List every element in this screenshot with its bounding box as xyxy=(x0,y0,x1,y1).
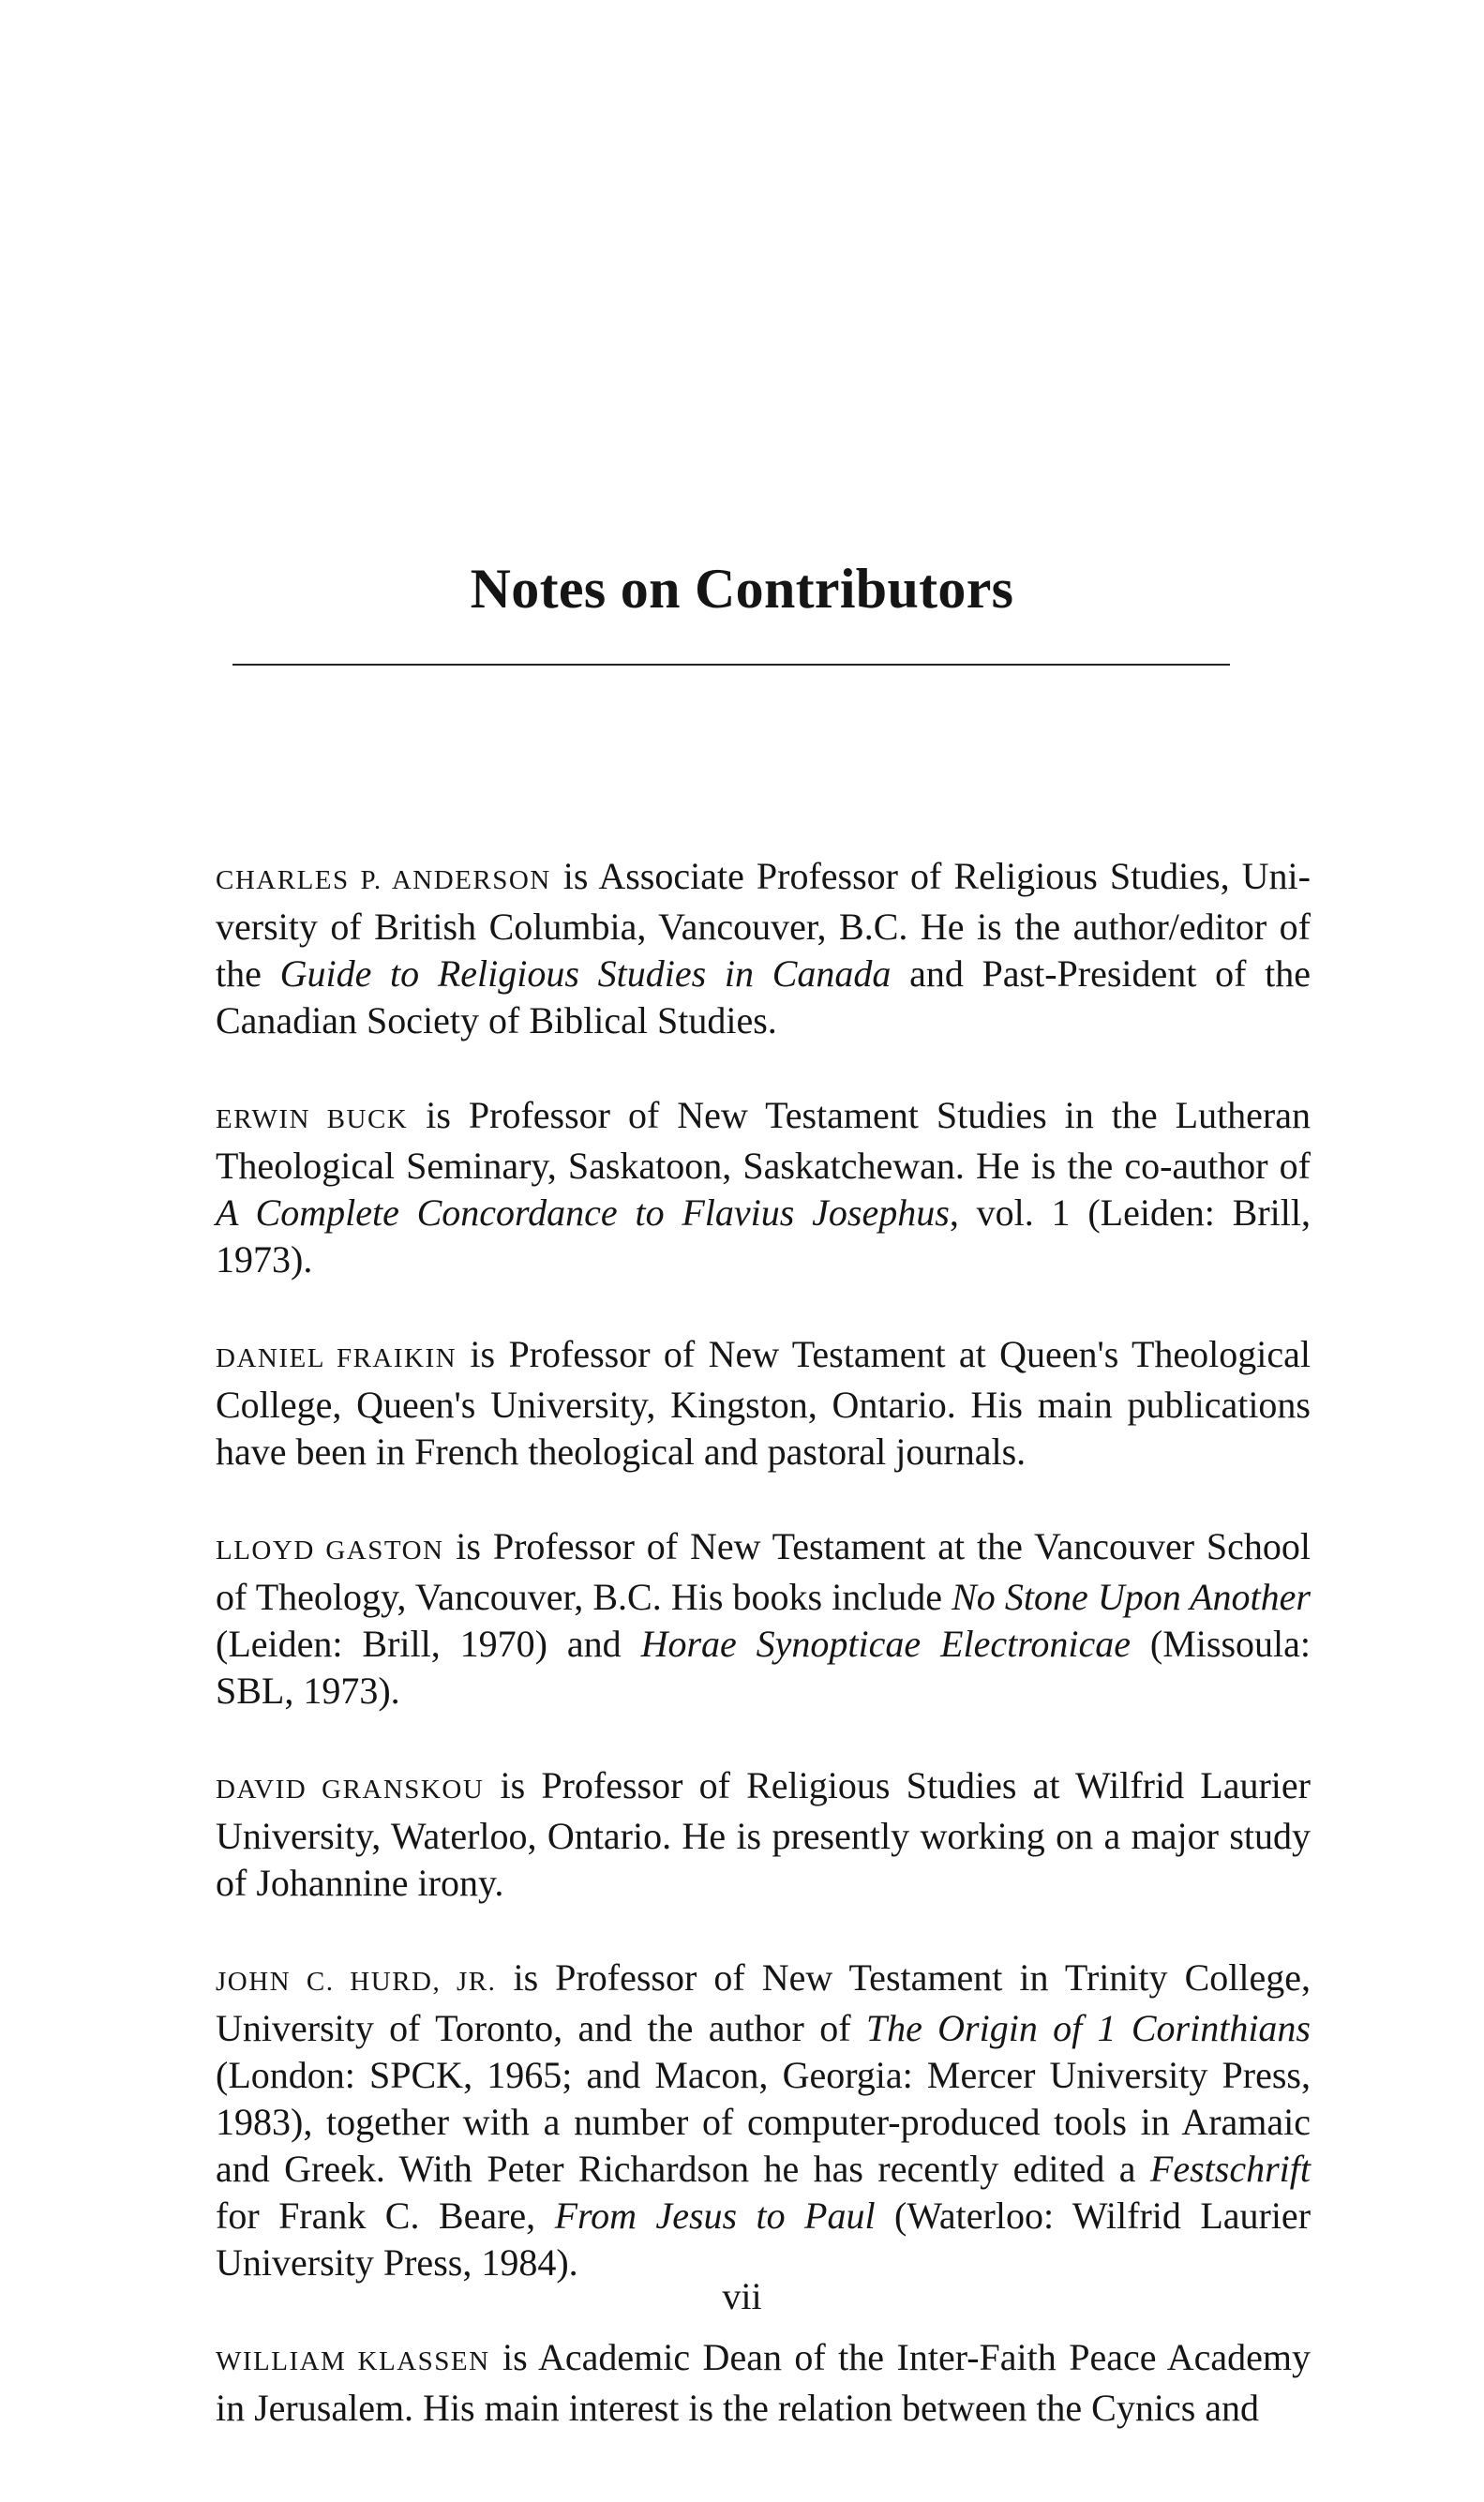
contributor-entry-anderson xyxy=(216,853,1311,1044)
bio-text: is Associate Professor of Religious Studies, University of British Columbia, Vancouver, B.C. He is the author/editor of the xyxy=(216,855,1311,995)
contributor-name: JOHN C. HURD, JR. xyxy=(216,1967,497,1997)
contributor-entry-klassen xyxy=(216,2334,1311,2432)
bio-text: is Professor of New Testament Studies in the Lutheran Theological Seminary, Saskatoon, Saskatchewan. He is the co-author of xyxy=(216,1094,1312,1187)
page-title: Notes on Contributors xyxy=(470,558,1014,620)
contributor-name: LLOYD GASTON xyxy=(216,1536,444,1566)
book-title: Festschrift xyxy=(1149,2148,1311,2190)
bio-text: is Professor of New Testament at Queen's Theological College, Queen's University, Kingston, Ontario. His main publications have been in French theological and pastoral journals. xyxy=(216,1333,1311,1473)
book-title: No Stone Upon Another xyxy=(952,1576,1311,1618)
title-divider xyxy=(232,664,1230,666)
bio-text: (Missoula: SBL, 1973). xyxy=(216,1623,1311,1712)
bio-text: (Leiden: Brill, 1970) and xyxy=(216,1623,641,1665)
book-title: Horae Synopticae Electronicae xyxy=(640,1623,1131,1665)
bio-text: is Professor of New Testament at the Vancouver School of Theology, Vancouver, B.C. His books include xyxy=(216,1525,1311,1618)
contributor-name: DANIEL FRAIKIN xyxy=(216,1343,457,1373)
contributor-entry-buck xyxy=(216,1092,1311,1283)
bio-text: (London: SPCK, 1965; and Macon, Georgia: Mercer University Press, 1983), together with a number of computer-produced tools in Aramaic and Greek. With Peter Richardson he has recently edited a xyxy=(216,2054,1311,2190)
contributor-entry-gaston xyxy=(216,1523,1311,1715)
bio-text: and Past-President of the Canadian Society of Biblical Studies. xyxy=(216,952,1311,1041)
book-title: A Complete Concordance to Flavius Josephus xyxy=(216,1191,950,1234)
bio-text: is Professor of Religious Studies at Wilfrid Laurier University, Waterloo, Ontario. He is presently working on a major study of Johannine irony. xyxy=(216,1764,1311,1904)
page-number: vii xyxy=(722,2275,762,2317)
bio-text: for Frank C. Beare, xyxy=(216,2195,555,2237)
contributor-name: CHARLES P. ANDERSON xyxy=(216,865,551,895)
bio-text: is Academic Dean of the Inter-Faith Peace Academy in Jerusalem. His main interest is the relation between the Cynics and xyxy=(216,2336,1311,2429)
contributor-name: ERWIN BUCK xyxy=(216,1104,409,1134)
book-title: The Origin of 1 Corinthians xyxy=(865,2007,1312,2049)
bio-text: , vol. 1 (Leiden: Brill, 1973). xyxy=(216,1191,1311,1281)
contributor-name: DAVID GRANSKOU xyxy=(216,1775,485,1805)
contributor-entry-fraikin xyxy=(216,1331,1311,1476)
bio-text: (Waterloo: Wilfrid Laurier University Press, 1984). xyxy=(216,2195,1312,2284)
bio-text: is Professor of New Testament in Trinity College, University of Toronto, and the author of xyxy=(216,1956,1311,2049)
book-title: Guide to Religious Studies in Canada xyxy=(279,952,892,995)
contributors-list xyxy=(216,853,1311,2480)
contributor-name: WILLIAM KLASSEN xyxy=(216,2346,490,2376)
contributor-entry-hurd xyxy=(216,1955,1311,2286)
book-title: From Jesus to Paul xyxy=(554,2195,876,2237)
contributor-entry-granskou xyxy=(216,1762,1311,1907)
